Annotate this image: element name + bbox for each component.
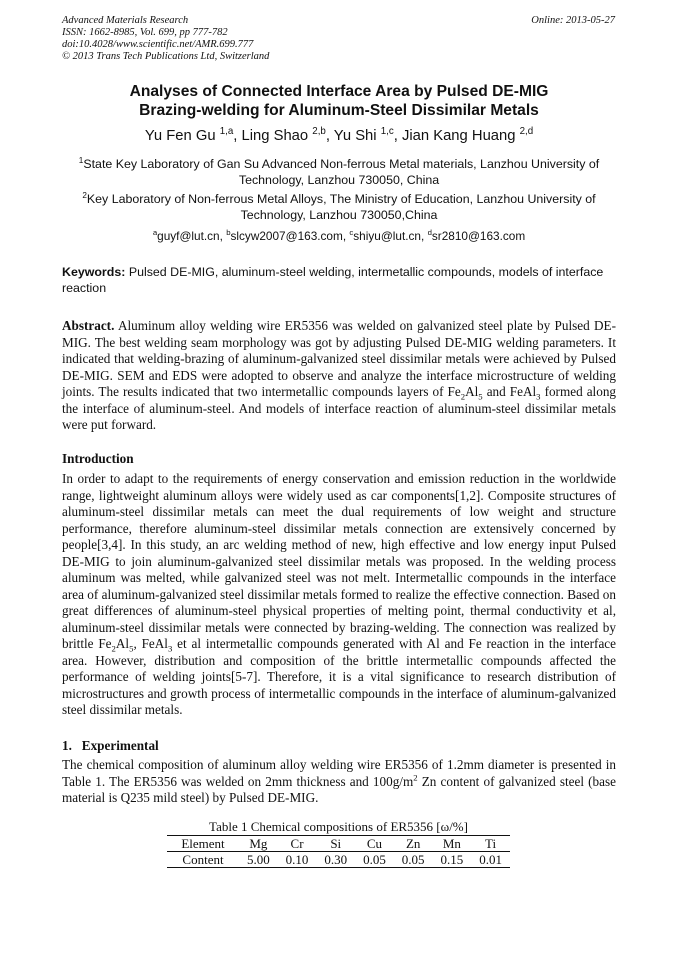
affil-line: Technology, Lanzhou 730050,China <box>240 208 438 222</box>
keywords-label: Keywords: <box>62 265 126 279</box>
table-cell: 0.01 <box>471 852 510 868</box>
copyright-line: © 2013 Trans Tech Publications Ltd, Switzerland <box>62 51 270 62</box>
table-header-cell: Cr <box>278 836 317 852</box>
section-heading-experimental: 1. Experimental <box>62 738 159 753</box>
email-address: sr2810@163.com <box>431 229 526 243</box>
issn-line: ISSN: 1662-8985, Vol. 699, pp 777-782 <box>62 27 228 38</box>
author-affil-sup: 1,a <box>219 126 234 138</box>
email-address: shiyu@lut.cn <box>353 229 421 243</box>
title-line-2: Brazing-welding for Aluminum-Steel Dissimilar Metals <box>139 102 539 119</box>
affiliation-2 <box>62 191 616 223</box>
table-1 <box>167 819 510 868</box>
intro-text: Al <box>115 636 130 651</box>
email-address: slcyw2007@163.com <box>230 229 343 243</box>
table-cell: 0.05 <box>394 852 433 868</box>
abstract-label: Abstract. <box>62 318 115 333</box>
table-header-cell: Ti <box>471 836 510 852</box>
composition-table <box>167 835 510 868</box>
affil-line: Technology, Lanzhou 730050, China <box>238 173 440 187</box>
author-name: Yu Shi <box>333 128 377 144</box>
table-cell: 0.15 <box>433 852 472 868</box>
author-affil-sup: 2,d <box>519 126 534 138</box>
abstract <box>62 318 616 434</box>
exp-text: Zn content of galvanized steel (base material is Q235 mild steel) by Pulsed DE-MIG. <box>62 773 616 805</box>
table-header-cell: Mn <box>433 836 472 852</box>
section-heading-introduction: Introduction <box>62 451 134 466</box>
subscript: 5 <box>129 643 134 654</box>
abstract-text: Aluminum alloy welding wire ER5356 was welded on galvanized steel plate by Pulsed DE-MIG. The best welding seam morphology was got by adjusting Pulsed DE-MIG welding parameters. It indicated that welding-brazing of aluminum-galvanized steel dissimilar metals were achieved by Pulsed DE-MIG. SEM and EDS were adopted to observe and analyze the interface microstructure of welding joints. The results indicated that two intermetallic compounds layers of Fe <box>62 318 616 399</box>
intro-text: In order to adapt to the requirements of energy conservation and emission reduction in the worldwide range, lightweight aluminum alloys were widely used as car components[1,2]. Composite structures of aluminum-steel dissimilar metals can meet the dual requirements of low weight and structure performance, therefore aluminum-steel dissimilar metals connection are extensively concerned by people[3,4]. In this study, an arc welding method of new, high effective and low energy input Pulsed DE-MIG to join aluminum-galvanized steel dissimilar metals was proposed. In the welding process aluminum was melted, while galvanized steel was not melt. Intermetallic compounds in the interface area of aluminum-galvanized steel dissimilar metals formed to realize the effective connection. Based on great differences of aluminum-steel physical properties of melting point, thermal conductivity et al, aluminum-steel dissimilar metals were connected by brazing-welding. The connection was realized by brittle Fe <box>62 471 616 651</box>
abstract-text: formed along the interface of aluminum-steel. And models of interface reaction of aluminum-steel dissimilar metals were put forward. <box>62 384 617 432</box>
author-affil-sup: 2,b <box>312 126 326 138</box>
affil-line: Key Laboratory of Non-ferrous Metal Alloys, The Ministry of Education, Lanzhou University of <box>86 192 596 206</box>
exp-text: The chemical composition of aluminum alloy welding wire ER5356 of 1.2mm diameter is presented in Table 1. The ER5356 was welded on 2mm thickness and 100g/m <box>62 757 616 789</box>
table-cell: 0.10 <box>278 852 317 868</box>
table-header-cell: Cu <box>355 836 394 852</box>
intro-text: , FeAl <box>133 636 168 651</box>
subscript: 3 <box>536 391 541 402</box>
subscript: 2 <box>111 643 116 654</box>
abstract-text: Al <box>465 384 479 399</box>
table-cell: 5.00 <box>239 852 278 868</box>
table-header-cell: Mg <box>239 836 278 852</box>
affil-sup: 2 <box>82 190 87 200</box>
table-row <box>167 852 510 868</box>
table-caption: Table 1 Chemical compositions of ER5356 [ω/%] <box>209 819 468 834</box>
author-name: Jian Kang Huang <box>401 128 516 144</box>
email-sup: c <box>349 228 354 238</box>
title-line-1: Analyses of Connected Interface Area by Pulsed DE-MIG <box>129 83 549 100</box>
keywords-text: Pulsed DE-MIG, aluminum-steel welding, intermetallic compounds, models of interface reaction <box>62 265 604 295</box>
table-header-row <box>167 836 510 852</box>
subscript: 3 <box>167 643 173 654</box>
email-sup: b <box>226 228 231 238</box>
superscript: 2 <box>413 772 418 783</box>
paper-title <box>62 82 616 120</box>
affil-sup: 1 <box>78 155 84 165</box>
author-name: Ling Shao <box>241 128 309 144</box>
email-sup: d <box>427 228 432 238</box>
experimental-paragraph <box>62 757 616 807</box>
keywords <box>62 264 616 296</box>
author-emails: $^a$guyf@lut.cn, $^b$slcyw2007@163.com, $^c$shiyu@lut.cn, $^d$sr2810@163.com <box>152 228 526 243</box>
journal-name: Advanced Materials Research <box>62 15 189 26</box>
table-cell: 0.05 <box>355 852 394 868</box>
abstract-text: and FeAl <box>482 384 537 399</box>
affil-line: State Key Laboratory of Gan Su Advanced Non-ferrous Metal materials, Lanzhou University of <box>83 157 600 171</box>
affiliation-1 <box>62 156 616 188</box>
table-header-cell: Si <box>316 836 355 852</box>
table-header-cell: Element <box>167 836 239 852</box>
email-sup: a <box>152 228 158 238</box>
table-cell: Content <box>167 852 239 868</box>
introduction-paragraph <box>62 471 616 719</box>
table-cell: 0.30 <box>316 852 355 868</box>
author-name: Yu Fen Gu <box>144 128 216 144</box>
online-date: Online: 2013-05-27 <box>531 15 615 26</box>
author-list: Yu Fen Gu $^{1,a}$, Ling Shao $^{2,b}$, Yu Shi $^{1,c}$, Jian Kang Huang $^{2,d}$ <box>144 126 534 144</box>
table-header-cell: Zn <box>394 836 433 852</box>
subscript: 2 <box>460 391 466 402</box>
author-affil-sup: 1,c <box>380 126 394 138</box>
email-address: guyf@lut.cn <box>157 229 220 243</box>
doi-line: doi:10.4028/www.scientific.net/AMR.699.777 <box>62 39 254 50</box>
publication-header <box>62 15 269 63</box>
subscript: 5 <box>478 391 483 402</box>
intro-text: et al intermetallic compounds generated with Al and Fe reaction in the interface area. However, distribution and composition of the brittle intermetallic compounds affected the performance of welding joints[5-7]. Therefore, it is a vital significance to research distribution of microstructures and growth process of intermetallic compounds in the interface of aluminum-galvanized steel dissimilar metals. <box>62 636 617 717</box>
